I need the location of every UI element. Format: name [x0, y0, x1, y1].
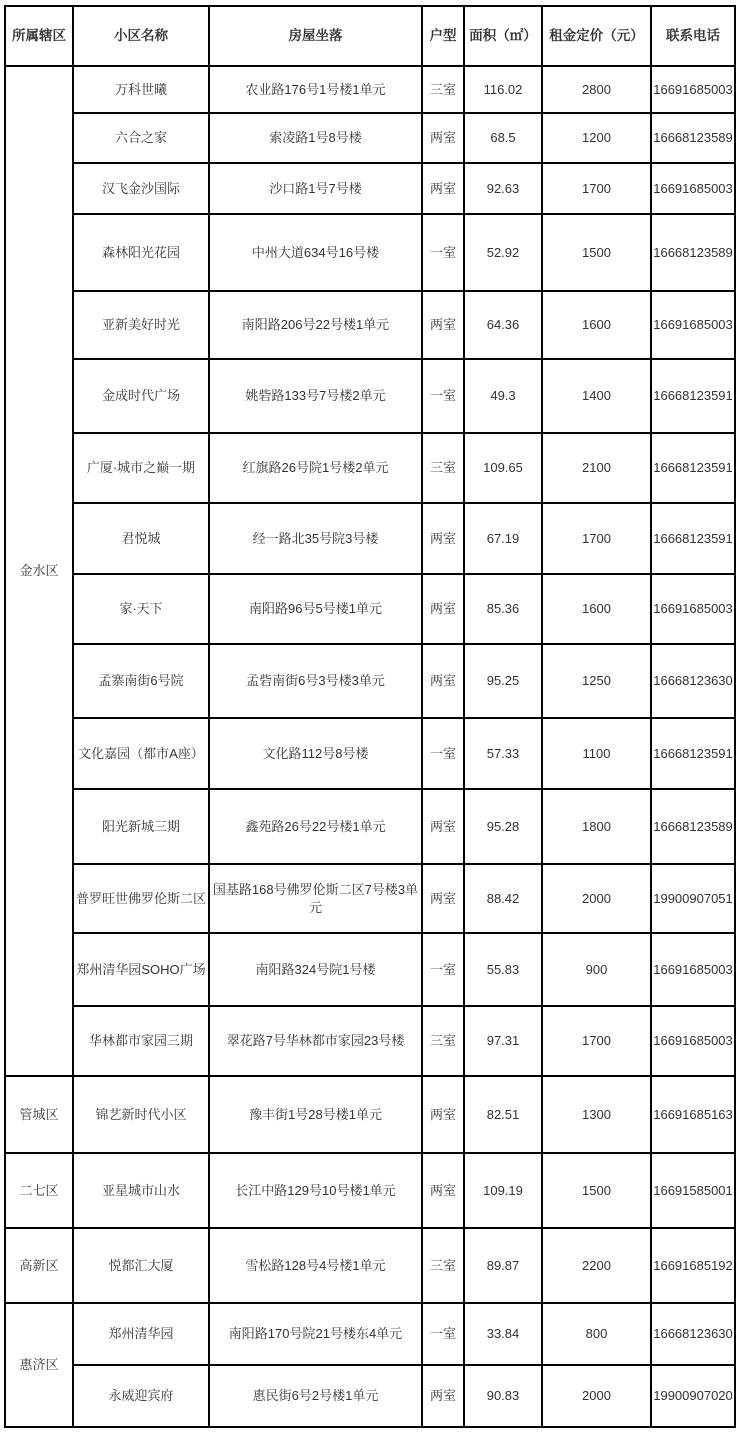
community-name-cell: 君悦城 [73, 503, 209, 574]
phone-cell: 16668123591 [651, 433, 735, 503]
layout-cell: 三室 [422, 66, 464, 113]
address-cell: 经一路北35号院3号楼 [209, 503, 422, 574]
area-cell: 95.28 [464, 789, 542, 864]
area-cell: 89.87 [464, 1228, 542, 1303]
layout-cell: 两室 [422, 291, 464, 359]
phone-cell: 16691685192 [651, 1228, 735, 1303]
layout-cell: 两室 [422, 864, 464, 933]
phone-cell: 16691685003 [651, 163, 735, 214]
community-name-cell: 广厦·城市之巅一期 [73, 433, 209, 503]
layout-cell: 两室 [422, 1153, 464, 1228]
phone-cell: 16691585001 [651, 1153, 735, 1228]
rent-cell: 2000 [542, 1365, 651, 1427]
rent-cell: 2800 [542, 66, 651, 113]
table-row [5, 864, 735, 933]
rent-cell: 1700 [542, 163, 651, 214]
community-name-cell: 永威迎宾府 [73, 1365, 209, 1427]
phone-cell: 16668123591 [651, 503, 735, 574]
layout-cell: 两室 [422, 1365, 464, 1427]
area-cell: 67.19 [464, 503, 542, 574]
address-cell: 农业路176号1号楼1单元 [209, 66, 422, 113]
table-row [5, 1076, 735, 1153]
layout-cell: 一室 [422, 214, 464, 291]
community-name-cell: 亚星城市山水 [73, 1153, 209, 1228]
table-row [5, 933, 735, 1006]
community-name-cell: 阳光新城三期 [73, 789, 209, 864]
community-name-cell: 汉飞金沙国际 [73, 163, 209, 214]
header-area: 面积（㎡） [464, 6, 542, 66]
layout-cell: 两室 [422, 789, 464, 864]
layout-cell: 一室 [422, 1303, 464, 1365]
table-row [5, 66, 735, 113]
district-cell: 金水区 [5, 66, 73, 1076]
address-cell: 鑫苑路26号22号楼1单元 [209, 789, 422, 864]
layout-cell: 三室 [422, 1228, 464, 1303]
layout-cell: 两室 [422, 1076, 464, 1153]
address-cell: 长江中路129号10号楼1单元 [209, 1153, 422, 1228]
header-address: 房屋坐落 [209, 6, 422, 66]
area-cell: 109.65 [464, 433, 542, 503]
community-name-cell: 锦艺新时代小区 [73, 1076, 209, 1153]
area-cell: 49.3 [464, 359, 542, 433]
address-cell: 豫丰街1号28号楼1单元 [209, 1076, 422, 1153]
address-cell: 南阳路96号5号楼1单元 [209, 574, 422, 644]
address-cell: 索凌路1号8号楼 [209, 113, 422, 163]
header-community-name: 小区名称 [73, 6, 209, 66]
area-cell: 116.02 [464, 66, 542, 113]
layout-cell: 一室 [422, 359, 464, 433]
layout-cell: 两室 [422, 644, 464, 718]
rent-cell: 1700 [542, 503, 651, 574]
table-row [5, 163, 735, 214]
address-cell: 雪松路128号4号楼1单元 [209, 1228, 422, 1303]
community-name-cell: 普罗旺世佛罗伦斯二区 [73, 864, 209, 933]
area-cell: 64.36 [464, 291, 542, 359]
header-district: 所属辖区 [5, 6, 73, 66]
address-cell: 文化路112号8号楼 [209, 718, 422, 789]
rent-cell: 1700 [542, 1006, 651, 1076]
header-phone: 联系电话 [651, 6, 735, 66]
table-row [5, 291, 735, 359]
area-cell: 33.84 [464, 1303, 542, 1365]
community-name-cell: 万科世曦 [73, 66, 209, 113]
address-cell: 南阳路324号院1号楼 [209, 933, 422, 1006]
rent-cell: 1500 [542, 1153, 651, 1228]
rent-cell: 2000 [542, 864, 651, 933]
district-cell: 管城区 [5, 1076, 73, 1153]
address-cell: 孟砦南街6号3号楼3单元 [209, 644, 422, 718]
area-cell: 52.92 [464, 214, 542, 291]
address-cell: 姚砦路133号7号楼2单元 [209, 359, 422, 433]
phone-cell: 19900907051 [651, 864, 735, 933]
header-row [5, 6, 735, 66]
phone-cell: 16691685003 [651, 1006, 735, 1076]
area-cell: 82.51 [464, 1076, 542, 1153]
community-name-cell: 文化嘉园（都市A座） [73, 718, 209, 789]
header-rent: 租金定价（元） [542, 6, 651, 66]
rent-cell: 1100 [542, 718, 651, 789]
area-cell: 57.33 [464, 718, 542, 789]
phone-cell: 16691685003 [651, 291, 735, 359]
community-name-cell: 华林都市家园三期 [73, 1006, 209, 1076]
table-row [5, 359, 735, 433]
table-row [5, 644, 735, 718]
rent-cell: 800 [542, 1303, 651, 1365]
rent-cell: 1600 [542, 291, 651, 359]
phone-cell: 16668123589 [651, 113, 735, 163]
rent-cell: 1600 [542, 574, 651, 644]
address-cell: 南阳路170号院21号楼东4单元 [209, 1303, 422, 1365]
table-row [5, 574, 735, 644]
rent-cell: 1300 [542, 1076, 651, 1153]
rent-cell: 1250 [542, 644, 651, 718]
area-cell: 92.63 [464, 163, 542, 214]
layout-cell: 两室 [422, 503, 464, 574]
phone-cell: 16668123591 [651, 718, 735, 789]
rent-cell: 900 [542, 933, 651, 1006]
layout-cell: 两室 [422, 574, 464, 644]
table-row [5, 718, 735, 789]
phone-cell: 16691685003 [651, 66, 735, 113]
table-row [5, 214, 735, 291]
table-row [5, 433, 735, 503]
community-name-cell: 亚新美好时光 [73, 291, 209, 359]
community-name-cell: 金成时代广场 [73, 359, 209, 433]
layout-cell: 两室 [422, 163, 464, 214]
header-layout: 户型 [422, 6, 464, 66]
rent-cell: 1800 [542, 789, 651, 864]
area-cell: 55.83 [464, 933, 542, 1006]
phone-cell: 16668123630 [651, 644, 735, 718]
rent-cell: 1400 [542, 359, 651, 433]
phone-cell: 16668123589 [651, 214, 735, 291]
rent-cell: 2200 [542, 1228, 651, 1303]
district-cell: 惠济区 [5, 1303, 73, 1427]
table-row [5, 503, 735, 574]
area-cell: 68.5 [464, 113, 542, 163]
area-cell: 90.83 [464, 1365, 542, 1427]
area-cell: 97.31 [464, 1006, 542, 1076]
community-name-cell: 六合之家 [73, 113, 209, 163]
area-cell: 95.25 [464, 644, 542, 718]
community-name-cell: 孟寨南街6号院 [73, 644, 209, 718]
address-cell: 中州大道634号16号楼 [209, 214, 422, 291]
address-cell: 南阳路206号22号楼1单元 [209, 291, 422, 359]
layout-cell: 两室 [422, 113, 464, 163]
table-row [5, 1365, 735, 1427]
layout-cell: 一室 [422, 933, 464, 1006]
phone-cell: 16668123630 [651, 1303, 735, 1365]
rent-cell: 1500 [542, 214, 651, 291]
rental-listing-table [4, 5, 736, 1428]
area-cell: 109.19 [464, 1153, 542, 1228]
phone-cell: 16668123589 [651, 789, 735, 864]
address-cell: 国基路168号佛罗伦斯二区7号楼3单元 [209, 864, 422, 933]
area-cell: 85.36 [464, 574, 542, 644]
layout-cell: 三室 [422, 1006, 464, 1076]
area-cell: 88.42 [464, 864, 542, 933]
layout-cell: 一室 [422, 718, 464, 789]
community-name-cell: 森林阳光花园 [73, 214, 209, 291]
phone-cell: 16691685003 [651, 574, 735, 644]
layout-cell: 三室 [422, 433, 464, 503]
address-cell: 惠民街6号2号楼1单元 [209, 1365, 422, 1427]
table-row [5, 1153, 735, 1228]
district-cell: 高新区 [5, 1228, 73, 1303]
district-cell: 二七区 [5, 1153, 73, 1228]
table-row [5, 1303, 735, 1365]
community-name-cell: 悦都汇大厦 [73, 1228, 209, 1303]
table-row [5, 1006, 735, 1076]
table-row [5, 1228, 735, 1303]
community-name-cell: 家·天下 [73, 574, 209, 644]
address-cell: 红旗路26号院1号楼2单元 [209, 433, 422, 503]
phone-cell: 16691685003 [651, 933, 735, 1006]
community-name-cell: 郑州清华园 [73, 1303, 209, 1365]
table-row [5, 113, 735, 163]
table-row [5, 789, 735, 864]
address-cell: 翠花路7号华林都市家园23号楼 [209, 1006, 422, 1076]
phone-cell: 16691685163 [651, 1076, 735, 1153]
address-cell: 沙口路1号7号楼 [209, 163, 422, 214]
community-name-cell: 郑州清华园SOHO广场 [73, 933, 209, 1006]
phone-cell: 16668123591 [651, 359, 735, 433]
rent-cell: 2100 [542, 433, 651, 503]
rent-cell: 1200 [542, 113, 651, 163]
phone-cell: 19900907020 [651, 1365, 735, 1427]
